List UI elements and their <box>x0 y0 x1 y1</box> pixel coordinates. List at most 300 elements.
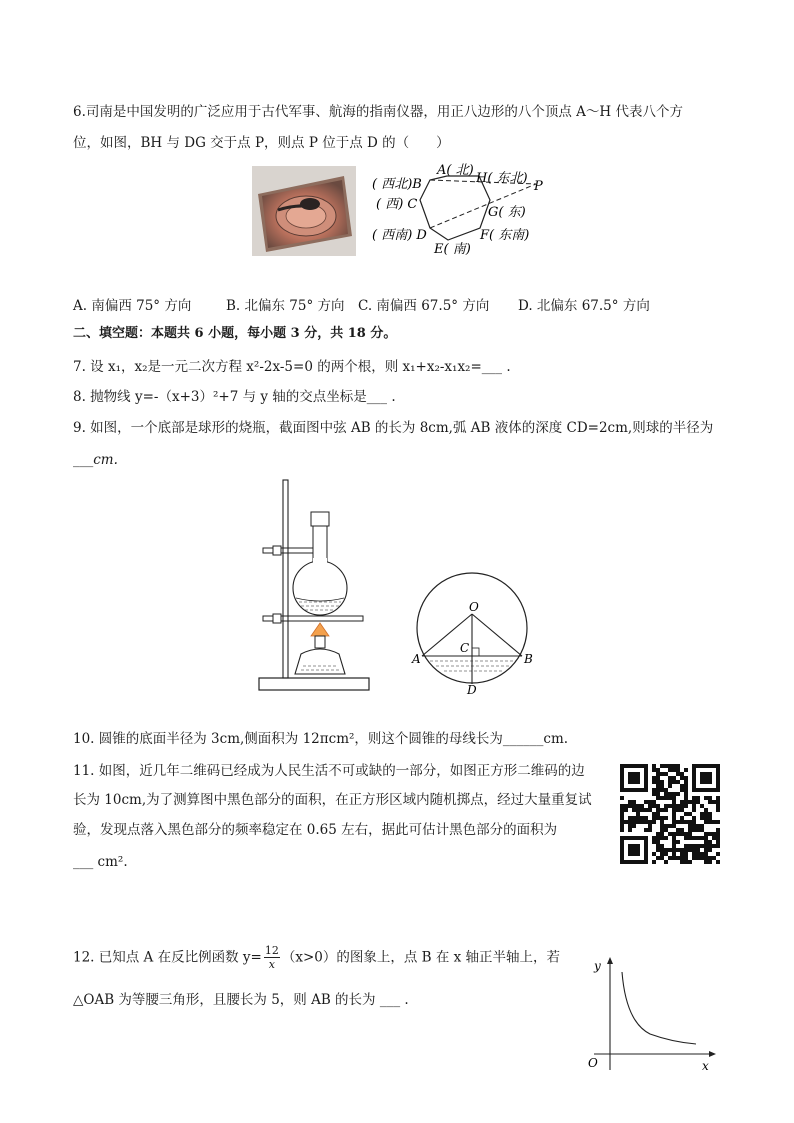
qr-module <box>648 820 652 824</box>
qr-module <box>696 852 700 856</box>
qr-module <box>676 820 680 824</box>
qr-module <box>652 780 656 784</box>
q6-line1: 6.司南是中国发明的广泛应用于古代军事、航海的指南仪器，用正八边形的八个顶点 A～H 代表八个方 <box>73 104 683 120</box>
qr-module <box>708 820 712 824</box>
qr-module <box>632 808 636 812</box>
qr-module <box>684 848 688 852</box>
qr-module <box>628 820 632 824</box>
qr-module <box>696 800 700 804</box>
circle-figure <box>408 570 548 700</box>
qr-module <box>624 804 628 808</box>
qr-module <box>644 808 648 812</box>
qr-module <box>668 776 672 780</box>
flask-apparatus <box>255 478 375 694</box>
label-d: D <box>467 683 477 697</box>
qr-module <box>712 856 716 860</box>
qr-module <box>668 804 672 808</box>
qr-module <box>636 816 640 820</box>
qr-module <box>644 800 648 804</box>
qr-module <box>700 836 704 840</box>
qr-module <box>664 848 668 852</box>
qr-module <box>624 808 628 812</box>
qr-code-image <box>620 764 720 864</box>
qr-module <box>704 796 708 800</box>
qr-module <box>708 796 712 800</box>
qr-module <box>700 816 704 820</box>
label-b: B <box>524 652 533 666</box>
qr-module <box>708 844 712 848</box>
qr-module <box>692 824 696 828</box>
qr-module <box>704 820 708 824</box>
qr-module <box>652 816 656 820</box>
qr-module <box>620 796 624 800</box>
qr-module <box>672 836 676 840</box>
qr-module <box>684 780 688 784</box>
qr-module <box>636 808 640 812</box>
q12-line1 <box>73 944 560 971</box>
qr-module <box>676 804 680 808</box>
qr-module <box>704 860 708 864</box>
qr-module <box>676 764 680 768</box>
qr-module <box>628 772 640 784</box>
qr-module <box>624 820 628 824</box>
qr-module <box>700 852 704 856</box>
qr-module <box>672 808 676 812</box>
label-o: O <box>588 1056 598 1070</box>
q6-line2: 位，如图，BH 与 DG 交于点 P，则点 P 位于点 D 的（ ） <box>73 135 450 151</box>
qr-module <box>660 780 664 784</box>
qr-module <box>660 848 664 852</box>
qr-module <box>672 792 676 796</box>
q11-line3: 验，发现点落入黑色部分的频率稳定在 0.65 左右，据此可估计黑色部分的面积为 <box>73 822 558 838</box>
qr-module <box>668 848 672 852</box>
qr-module <box>656 768 660 772</box>
qr-module <box>636 820 640 824</box>
qr-module <box>672 800 676 804</box>
qr-module <box>668 856 672 860</box>
qr-module <box>676 772 680 776</box>
qr-module <box>684 768 688 772</box>
qr-module <box>668 768 672 772</box>
qr-module <box>704 840 708 844</box>
label-a: A( 北) <box>437 163 474 178</box>
qr-module <box>692 808 696 812</box>
qr-module <box>672 780 676 784</box>
qr-module <box>628 828 632 832</box>
q9-line1: 9. 如图，一个底部是球形的烧瓶，截面图中弦 AB 的长为 8cm,弧 AB 液体的深度 CD=2cm,则球的半径为 <box>73 420 714 436</box>
y-axis-arrow <box>607 957 613 964</box>
qr-module <box>656 804 660 808</box>
qr-module <box>648 800 652 804</box>
qr-module <box>676 848 680 852</box>
qr-module <box>628 816 632 820</box>
qr-module <box>640 820 644 824</box>
qr-module <box>656 844 660 848</box>
qr-module <box>680 808 684 812</box>
qr-module <box>652 788 656 792</box>
q12-line1-b: （x>0）的图象上，点 B 在 x 轴正半轴上，若 <box>281 949 561 966</box>
qr-module <box>672 844 676 848</box>
qr-module <box>672 824 676 828</box>
qr-module <box>656 832 660 836</box>
qr-module <box>664 816 668 820</box>
qr-module <box>664 860 668 864</box>
right-angle-mark <box>472 648 479 656</box>
qr-module <box>700 812 704 816</box>
qr-module <box>708 860 712 864</box>
label-y: y <box>594 959 601 973</box>
qr-module <box>704 808 708 812</box>
qr-module <box>688 812 692 816</box>
qr-module <box>660 784 664 788</box>
qr-module <box>620 804 624 808</box>
qr-module <box>684 776 688 780</box>
label-p: P <box>534 179 543 194</box>
qr-module <box>668 784 672 788</box>
label-c: ( 西) C <box>376 197 418 212</box>
qr-module <box>680 772 684 776</box>
qr-module <box>672 796 676 800</box>
qr-module <box>672 768 676 772</box>
qr-module <box>620 828 624 832</box>
qr-module <box>644 820 648 824</box>
qr-module <box>656 784 660 788</box>
qr-module <box>656 840 660 844</box>
qr-module <box>656 856 660 860</box>
qr-module <box>708 816 712 820</box>
qr-module <box>704 852 708 856</box>
qr-module <box>660 796 664 800</box>
qr-module <box>696 828 700 832</box>
label-c: C <box>460 641 470 655</box>
qr-module <box>688 828 692 832</box>
qr-module <box>692 844 696 848</box>
qr-module <box>672 804 676 808</box>
qr-module <box>704 816 708 820</box>
qr-module <box>620 808 624 812</box>
qr-module <box>660 808 664 812</box>
qr-module <box>700 824 704 828</box>
qr-module <box>680 784 684 788</box>
qr-module <box>676 792 680 796</box>
qr-module <box>680 804 684 808</box>
qr-module <box>708 840 712 844</box>
qr-module <box>716 840 720 844</box>
q12-frac-den: x <box>268 958 275 971</box>
label-b: ( 西北)B <box>372 177 422 192</box>
q8-text: 8. 抛物线 y=-（x+3）²+7 与 y 轴的交点坐标是___ . <box>73 389 396 405</box>
qr-module <box>684 856 688 860</box>
q12-frac-num: 12 <box>264 944 279 957</box>
qr-module <box>660 788 664 792</box>
qr-module <box>684 800 688 804</box>
qr-module <box>640 808 644 812</box>
qr-module <box>692 848 696 852</box>
qr-module <box>628 800 632 804</box>
qr-module <box>664 796 668 800</box>
qr-module <box>688 820 692 824</box>
qr-module <box>664 824 668 828</box>
qr-module <box>684 804 688 808</box>
qr-module <box>696 844 700 848</box>
qr-module <box>684 832 688 836</box>
qr-module <box>668 764 672 768</box>
qr-module <box>712 832 716 836</box>
qr-module <box>684 860 688 864</box>
qr-module <box>688 832 692 836</box>
q11-line2: 长为 10cm,为了测算图中黑色部分的面积，在正方形区域内随机掷点，经过大量重复试 <box>73 792 592 808</box>
qr-module <box>668 796 672 800</box>
x-axis-arrow <box>709 1051 716 1057</box>
qr-module <box>676 856 680 860</box>
qr-module <box>680 788 684 792</box>
qr-module <box>708 812 712 816</box>
qr-module <box>664 772 668 776</box>
qr-module <box>668 832 672 836</box>
qr-module <box>704 832 708 836</box>
qr-module <box>680 828 684 832</box>
qr-module <box>652 800 656 804</box>
qr-module <box>652 764 656 768</box>
q12-line1-a: 12. 已知点 A 在反比例函数 y= <box>73 949 262 966</box>
qr-module <box>656 776 660 780</box>
qr-module <box>672 840 676 844</box>
qr-module <box>708 856 712 860</box>
qr-module <box>692 852 696 856</box>
qr-module <box>640 804 644 808</box>
qr-module <box>680 860 684 864</box>
qr-module <box>660 824 664 828</box>
qr-module <box>652 852 656 856</box>
q6-option-d: D. 北偏东 67.5° 方向 <box>518 298 650 314</box>
qr-module <box>620 812 624 816</box>
hyperbola-figure <box>580 952 720 1074</box>
q11-line4: ___ cm². <box>73 854 128 870</box>
qr-module <box>704 844 708 848</box>
qr-module <box>688 800 692 804</box>
q10-text: 10. 圆锥的底面半径为 3cm,侧面积为 12πcm²，则这个圆锥的母线长为______cm. <box>73 731 569 747</box>
qr-module <box>696 848 700 852</box>
qr-module <box>648 808 652 812</box>
qr-module <box>660 844 664 848</box>
qr-module <box>652 792 656 796</box>
hyperbola-curve <box>622 972 696 1044</box>
qr-module <box>668 824 672 828</box>
qr-module <box>664 792 668 796</box>
qr-module <box>656 772 660 776</box>
qr-module <box>712 800 716 804</box>
qr-module <box>716 860 720 864</box>
q7-text: 7. 设 x₁，x₂是一元二次方程 x²-2x-5=0 的两个根，则 x₁+x₂-x₁x₂=___ . <box>73 359 511 375</box>
qr-module <box>656 780 660 784</box>
qr-module <box>684 844 688 848</box>
qr-module <box>664 828 668 832</box>
qr-module <box>664 852 668 856</box>
qr-module <box>712 844 716 848</box>
qr-module <box>620 816 624 820</box>
qr-module <box>676 828 680 832</box>
qr-module <box>700 772 712 784</box>
qr-module <box>692 796 696 800</box>
qr-module <box>692 800 696 804</box>
qr-module <box>656 808 660 812</box>
qr-module <box>704 836 708 840</box>
qr-module <box>684 784 688 788</box>
qr-module <box>696 796 700 800</box>
qr-module <box>680 800 684 804</box>
qr-module <box>700 828 704 832</box>
qr-module <box>656 816 660 820</box>
qr-module <box>700 804 704 808</box>
segment-ob <box>472 614 522 656</box>
qr-module <box>644 816 648 820</box>
qr-module <box>652 820 656 824</box>
qr-module <box>696 824 700 828</box>
qr-module <box>668 780 672 784</box>
qr-module <box>656 788 660 792</box>
qr-module <box>672 776 676 780</box>
qr-module <box>656 812 660 816</box>
qr-module <box>692 836 696 840</box>
qr-module <box>716 808 720 812</box>
qr-module <box>656 848 660 852</box>
qr-module <box>628 804 632 808</box>
qr-module <box>652 804 656 808</box>
qr-module <box>716 852 720 856</box>
qr-module <box>680 776 684 780</box>
qr-module <box>620 824 624 828</box>
qr-module <box>696 856 700 860</box>
qr-module <box>672 820 676 824</box>
qr-module <box>716 844 720 848</box>
qr-module <box>660 852 664 856</box>
qr-module <box>676 780 680 784</box>
qr-module <box>684 792 688 796</box>
qr-module <box>672 764 676 768</box>
qr-module <box>672 852 676 856</box>
qr-module <box>652 836 656 840</box>
qr-module <box>684 788 688 792</box>
qr-module <box>684 820 688 824</box>
qr-module <box>648 828 652 832</box>
qr-module <box>684 796 688 800</box>
qr-module <box>676 768 680 772</box>
label-a: A <box>412 652 421 666</box>
qr-module <box>660 832 664 836</box>
qr-module <box>652 776 656 780</box>
qr-module <box>684 836 688 840</box>
qr-module <box>632 820 636 824</box>
qr-module <box>716 836 720 840</box>
qr-module <box>636 812 640 816</box>
qr-module <box>680 816 684 820</box>
qr-module <box>632 800 636 804</box>
qr-module <box>708 832 712 836</box>
qr-module <box>712 836 716 840</box>
qr-module <box>704 848 708 852</box>
qr-module <box>656 792 660 796</box>
label-f: F( 东南) <box>480 228 530 243</box>
qr-module <box>704 856 708 860</box>
qr-module <box>716 832 720 836</box>
qr-module <box>688 848 692 852</box>
qr-module <box>672 812 676 816</box>
qr-module <box>680 856 684 860</box>
qr-module <box>648 824 652 828</box>
qr-module <box>648 804 652 808</box>
qr-module <box>692 820 696 824</box>
q12-line2: △OAB 为等腰三角形，且腰长为 5，则 AB 的长为 ___ . <box>73 992 409 1008</box>
qr-module <box>676 832 680 836</box>
qr-module <box>700 856 704 860</box>
qr-module <box>664 788 668 792</box>
qr-module <box>664 804 668 808</box>
qr-module <box>692 816 696 820</box>
qr-module <box>636 804 640 808</box>
qr-module <box>660 856 664 860</box>
qr-module <box>680 848 684 852</box>
qr-module <box>664 836 668 840</box>
section-title: 二、填空题：本题共 6 小题，每小题 3 分，共 18 分。 <box>73 326 397 341</box>
qr-module <box>644 828 648 832</box>
q9-line2: ___cm. <box>73 452 118 468</box>
octagon-figure <box>368 160 568 260</box>
qr-module <box>676 840 680 844</box>
qr-module <box>660 772 664 776</box>
qr-module <box>672 848 676 852</box>
qr-module <box>672 832 676 836</box>
qr-module <box>688 824 692 828</box>
qr-module <box>716 800 720 804</box>
qr-module <box>632 816 636 820</box>
qr-module <box>652 768 656 772</box>
label-h: H( 东北) <box>476 171 528 186</box>
qr-module <box>680 832 684 836</box>
qr-module <box>696 836 700 840</box>
label-d: ( 西南) D <box>372 228 427 243</box>
qr-module <box>704 812 708 816</box>
qr-module <box>660 764 664 768</box>
q6-option-a: A. 南偏西 75° 方向 <box>73 298 192 314</box>
qr-module <box>716 828 720 832</box>
label-o: O <box>469 600 479 614</box>
q6-option-b: B. 北偏东 75° 方向 <box>226 298 345 314</box>
qr-module <box>684 852 688 856</box>
qr-module <box>656 836 660 840</box>
qr-module <box>692 856 696 860</box>
compass-photo <box>252 166 356 256</box>
qr-module <box>632 824 636 828</box>
qr-module <box>676 808 680 812</box>
qr-module <box>652 860 656 864</box>
qr-module <box>660 828 664 832</box>
qr-module <box>628 824 632 828</box>
qr-module <box>688 844 692 848</box>
qr-module <box>716 804 720 808</box>
qr-module <box>716 820 720 824</box>
qr-module <box>652 812 656 816</box>
qr-module <box>660 836 664 840</box>
qr-module <box>620 820 624 824</box>
qr-module <box>632 804 636 808</box>
qr-module <box>684 812 688 816</box>
q6-option-c: C. 南偏西 67.5° 方向 <box>358 298 490 314</box>
qr-module <box>660 816 664 820</box>
label-e: E( 南) <box>434 242 471 257</box>
qr-module <box>652 840 656 844</box>
qr-module <box>688 860 692 864</box>
qr-module <box>660 820 664 824</box>
